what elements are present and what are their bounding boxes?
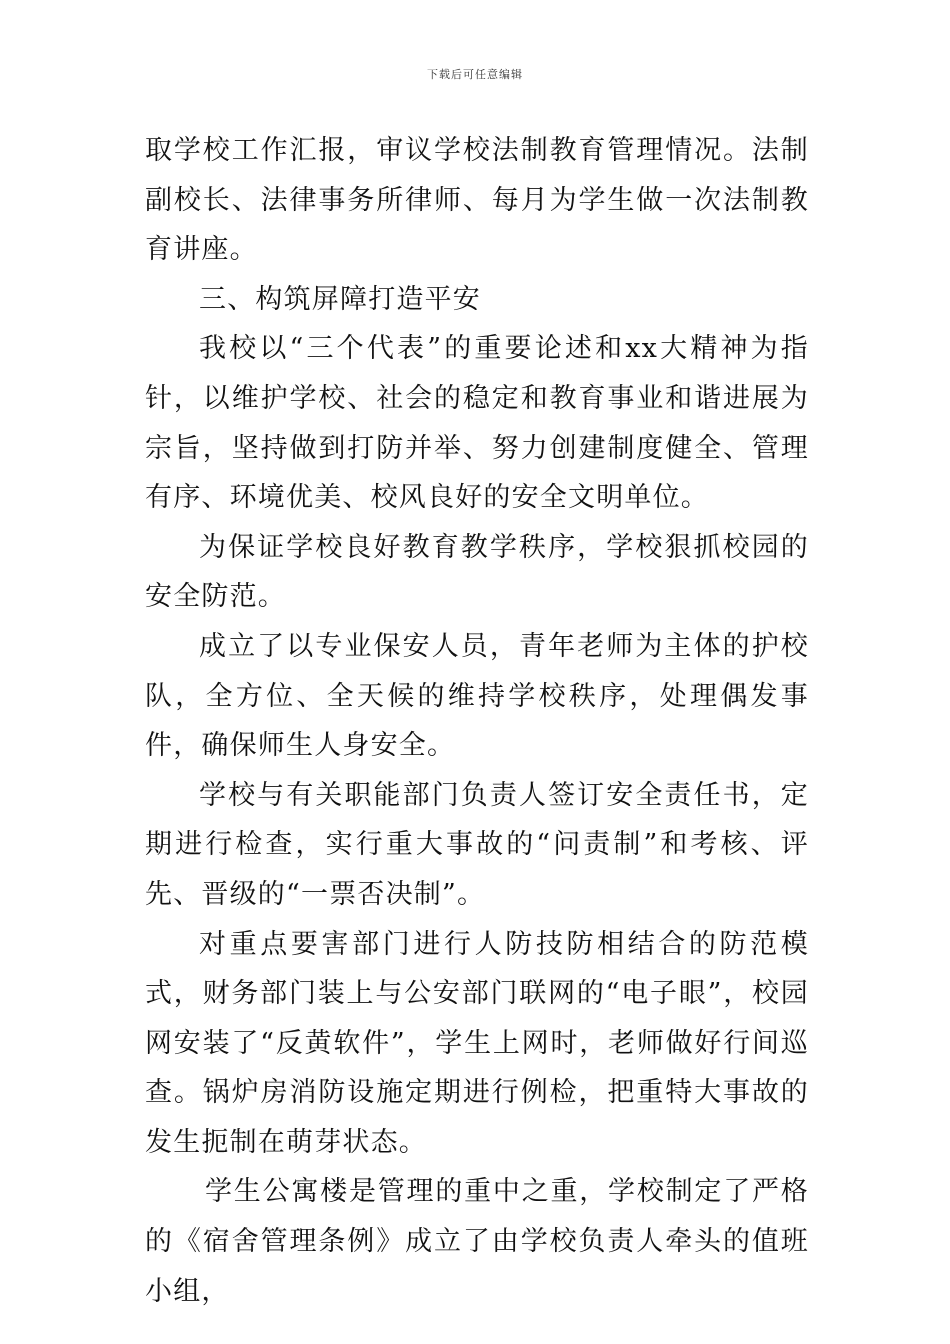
paragraph-4: 为保证学校良好教育教学秩序，学校狠抓校园的安全防范。	[145, 531, 809, 613]
paragraph-7: 对重点要害部门进行人防技防相结合的防范模式，财务部门装上与公安部门联网的“电子眼”，校园网安装了“反黄软件”，学生上网时，老师做好行间巡查。锅炉房消防设施定期进行例检，把重特大事故的发生扼制在萌芽状态。	[145, 928, 809, 1158]
paragraph-3: 我校以“三个代表”的重要论述和xx大精神为指针，以维护学校、社会的稳定和教育事业和谐进展为宗旨，坚持做到打防并举、努力创建制度健全、管理有序、环境优美、校风良好的安全文明单位。	[145, 333, 809, 514]
paragraph-6: 学校与有关职能部门负责人签订安全责任书，定期进行检查，实行重大事故的“问责制”和考核、评先、晋级的“一票否决制”。	[145, 779, 809, 910]
document-body	[145, 126, 809, 1316]
section-heading: 三、构筑屏障打造平安	[199, 283, 481, 315]
paragraph-1: 取学校工作汇报，审议学校法制教育管理情况。法制副校长、法律事务所律师、每月为学生做一次法制教育讲座。	[145, 135, 809, 266]
paragraph-8: 学生公寓楼是管理的重中之重，学校制定了严格的《宿舍管理条例》成立了由学校负责人牵头的值班小组，	[145, 1176, 809, 1307]
header-note: 下载后可任意编辑	[427, 68, 523, 81]
paragraph-5: 成立了以专业保安人员，青年老师为主体的护校队，全方位、全天候的维持学校秩序，处理偶发事件，确保师生人身安全。	[145, 630, 809, 762]
